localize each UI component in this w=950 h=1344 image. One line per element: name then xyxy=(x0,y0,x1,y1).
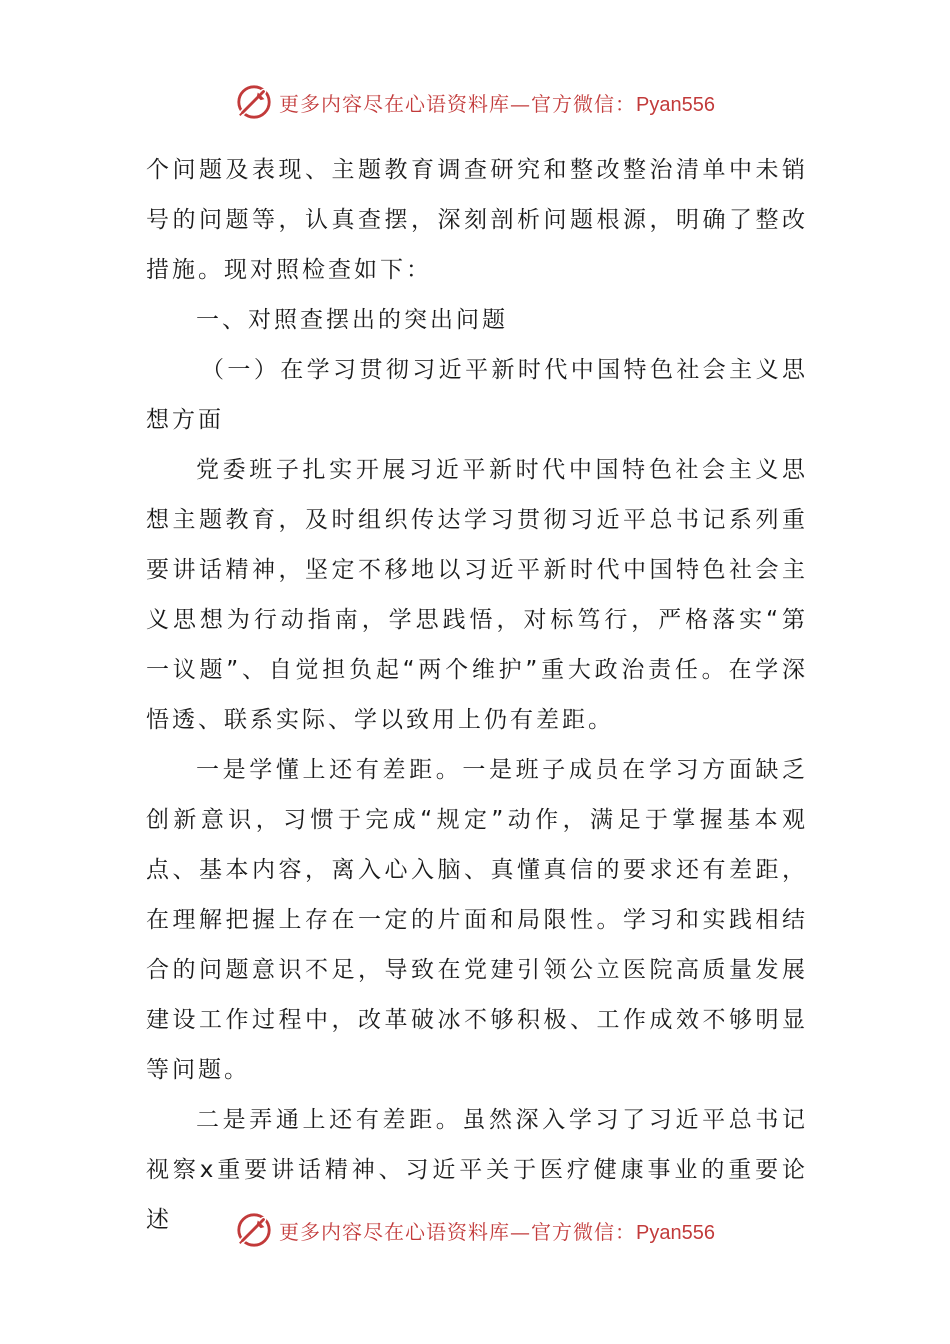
watermark-banner-top xyxy=(0,80,950,124)
watermark-text: 更多内容尽在心语资料库—官方微信：Pyan556 xyxy=(279,1219,715,1244)
section-heading: 一、对照查摆出的突出问题 xyxy=(196,307,508,333)
paragraph: 一是学懂上还有差距。一是班子成员在学习方面缺乏创新意识，习惯于完成“规定”动作，满足于掌握基本观点、基本内容，离入心入脑、真懂真信的要求还有差距，在理解把握上存在一定的片面和局限性。学习和实践相结合的问题意识不足，导致在党建引领公立医院高质量发展建设工作过程中，改革破冰不够积极、工作成效不够明显等问题。 xyxy=(146,757,808,1083)
paragraph: 二是弄通上还有差距。虽然深入学习了习近平总书记视察x重要讲话精神、习近平关于医疗健康事业的重要论述 xyxy=(146,1107,808,1233)
watermark-handle: Pyan556 xyxy=(636,93,715,116)
paragraph: 党委班子扎实开展习近平新时代中国特色社会主义思想主题教育，及时组织传达学习贯彻习近平总书记系列重要讲话精神，坚定不移地以习近平新时代中国特色社会主义思想为行动指南，学思践悟，对标笃行，严格落实“第一议题”、自觉担负起“两个维护”重大政治责任。在学深悟透、联系实际、学以致用上仍有差距。 xyxy=(146,457,808,733)
watermark-text: 更多内容尽在心语资料库—官方微信：Pyan556 xyxy=(279,91,715,116)
subsection-heading: （一）在学习贯彻习近平新时代中国特色社会主义思想方面 xyxy=(146,357,808,433)
pen-logo-icon xyxy=(235,1211,273,1249)
watermark-handle: Pyan556 xyxy=(636,1221,715,1244)
document-body xyxy=(146,145,808,1245)
watermark-banner-bottom xyxy=(0,1208,950,1252)
paragraph-continuation: 个问题及表现、主题教育调查研究和整改整治清单中未销号的问题等，认真查摆，深刻剖析问题根源，明确了整改措施。现对照检查如下： xyxy=(146,157,808,283)
pen-logo-icon xyxy=(235,83,273,121)
